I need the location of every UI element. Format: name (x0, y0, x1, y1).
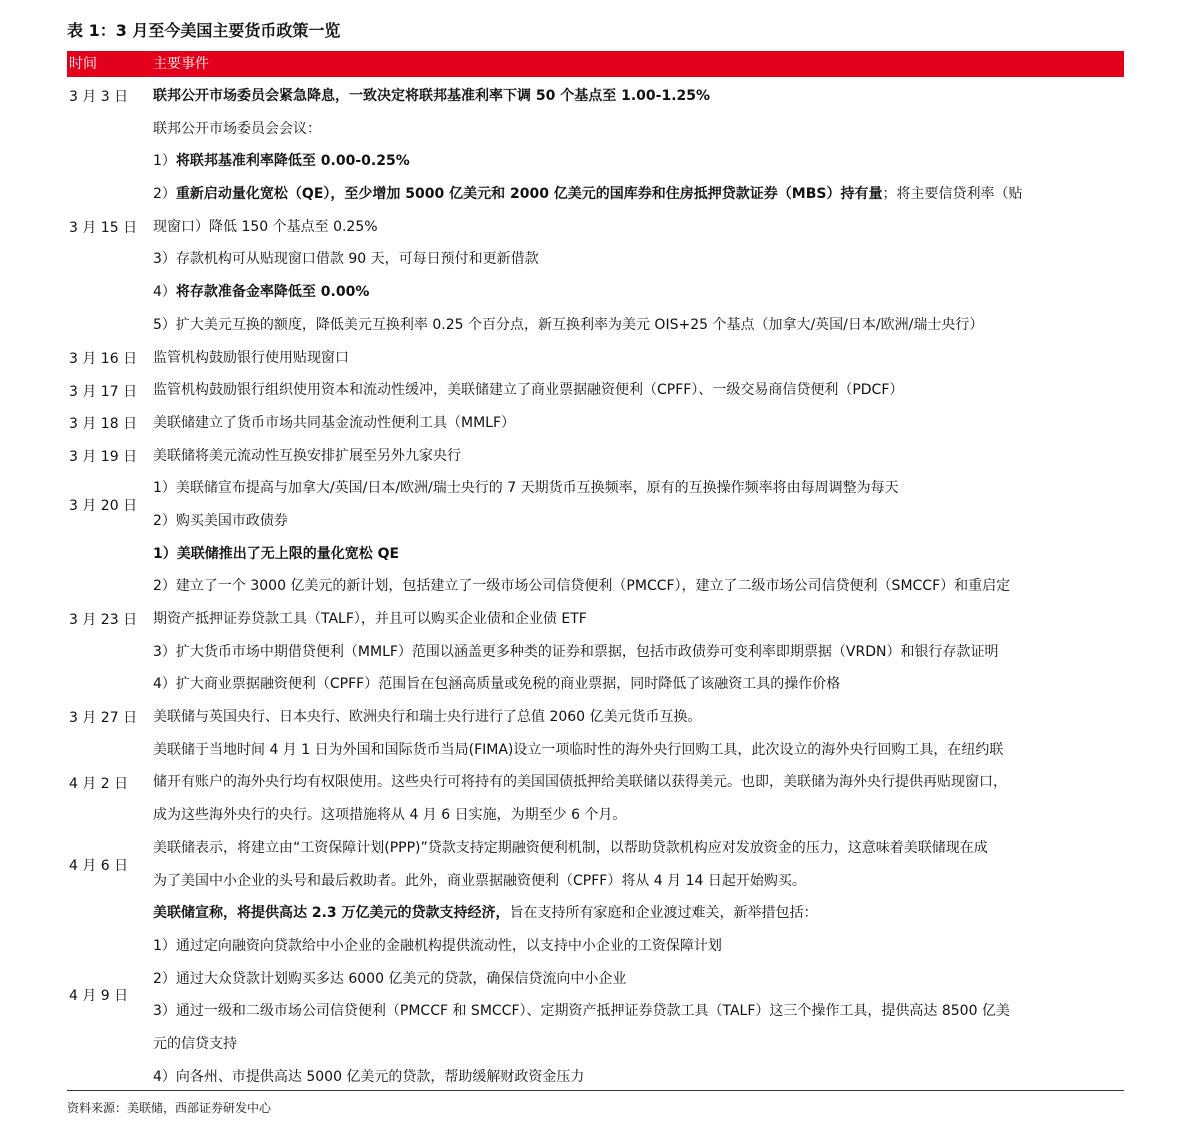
row-date: 3 月 17 日 (69, 383, 138, 400)
header-time: 时间 (69, 56, 97, 72)
event-line (153, 145, 1124, 178)
row-date: 3 月 15 日 (69, 220, 138, 237)
event-line (153, 701, 1124, 734)
bottom-divider (67, 1090, 1124, 1091)
event-line (153, 930, 1124, 963)
table-row (67, 897, 1124, 1093)
row-date: 3 月 3 日 (69, 89, 129, 106)
event-text: 4） (153, 284, 176, 301)
event-text: 3）通过一级和二级市场公司信贷便利（PMCCF 和 SMCCF）、定期资产抵押证券贷款工具（TALF）这三个操作工具，提供高达 8500 亿美 (153, 1003, 1010, 1020)
table-row (67, 440, 1124, 473)
row-date: 4 月 9 日 (69, 988, 129, 1005)
event-line (153, 374, 1124, 407)
event-text: 监管机构鼓励银行使用贴现窗口 (153, 349, 349, 366)
table-row (67, 734, 1124, 832)
event-line (153, 799, 1124, 832)
event-text-bold: 联邦公开市场委员会紧急降息，一致决定将联邦基准利率下调 50 个基点至 1.00-1.25% (153, 88, 711, 104)
event-text: 1） (153, 153, 176, 170)
table-title: 表 1：3 月至今美国主要货币政策一览 (67, 21, 341, 40)
event-text: 美联储建立了货币市场共同基金流动性便利工具（MMLF） (153, 414, 516, 431)
event-line (153, 407, 1124, 440)
event-text: ；将主要信贷利率（贴 (882, 186, 1023, 203)
event-text: 美联储与英国央行、日本央行、欧洲央行和瑞士央行进行了总值 2060 亿美元货币互换。 (153, 709, 702, 726)
event-line (153, 309, 1124, 342)
event-line (153, 1061, 1124, 1094)
event-text: 现窗口）降低 150 个基点至 0.25% (153, 218, 378, 235)
event-text-bold: 将存款准备金率降低至 0.00% (175, 284, 370, 301)
event-text: 4）向各州、市提供高达 5000 亿美元的贷款，帮助缓解财政资金压力 (153, 1068, 585, 1085)
event-text: 为了美国中小企业的头号和最后救助者。此外，商业票据融资便利（CPFF）将从 4 月 14 日起开始购买。 (153, 872, 806, 889)
event-line (153, 995, 1124, 1028)
event-text: 1）通过定向融资向贷款给中小企业的金融机构提供流动性，以支持中小企业的工资保障计划 (153, 937, 722, 954)
event-line (153, 1028, 1124, 1061)
event-line (153, 472, 1124, 505)
table-row (67, 538, 1124, 701)
event-text: 1）美联储宣布提高与加拿大/英国/日本/欧洲/瑞士央行的 7 天期货币互换频率，原有的互换操作频率将由每周调整为每天 (153, 480, 899, 497)
event-text-bold: 将联邦基准利率降低至 0.00-0.25% (175, 153, 410, 170)
event-text: 美联储表示，将建立由“工资保障计划(PPP)”贷款支持定期融资便利机制，以帮助贷款机构应对发放资金的压力，这意味着美联储现在成 (153, 839, 988, 856)
row-event (153, 701, 1124, 734)
event-text: 5）扩大美元互换的额度，降低美元互换利率 0.25 个百分点，新互换利率为美元 OIS+25 个基点（加拿大/英国/日本/欧洲/瑞士央行） (153, 316, 984, 333)
row-event (153, 538, 1124, 701)
table-row (67, 113, 1124, 342)
row-date: 3 月 16 日 (69, 350, 138, 367)
row-date: 4 月 2 日 (69, 775, 129, 792)
row-date: 3 月 19 日 (69, 448, 138, 465)
event-text: 监管机构鼓励银行组织使用资本和流动性缓冲，美联储建立了商业票据融资便利（CPFF）、一级交易商信贷便利（PDCF） (153, 382, 904, 399)
event-line (153, 342, 1124, 375)
table-row (67, 701, 1124, 734)
event-line (153, 832, 1124, 865)
row-date: 3 月 27 日 (69, 710, 138, 727)
table-body (67, 80, 1124, 1093)
event-text: 美联储将美元流动性互换安排扩展至另外九家央行 (153, 447, 461, 464)
event-text: 3）存款机构可从贴现窗口借款 90 天，可每日预付和更新借款 (153, 251, 539, 268)
table-row (67, 342, 1124, 375)
event-line (153, 211, 1124, 244)
row-date: 3 月 20 日 (69, 497, 138, 514)
event-text: 3）扩大货币市场中期借贷便利（MMLF）范围以涵盖更多种类的证券和票据，包括市政债券可变利率即期票据（VRDN）和银行存款证明 (153, 643, 999, 660)
row-event (153, 832, 1124, 897)
event-text: 2）建立了一个 3000 亿美元的新计划，包括建立了一级市场公司信贷便利（PMCCF），建立了二级市场公司信贷便利（SMCCF）和重启定 (153, 578, 1011, 595)
event-line (153, 80, 1124, 113)
table-row (67, 80, 1124, 113)
event-text: 2）通过大众贷款计划购买多达 6000 亿美元的贷款，确保信贷流向中小企业 (153, 970, 627, 987)
header-event: 主要事件 (153, 56, 209, 72)
event-line (153, 897, 1124, 930)
row-event (153, 897, 1124, 1093)
event-text-bold: 重新启动量化宽松（QE），至少增加 5000 亿美元和 2000 亿美元的国库券和住房抵押贷款证券（MBS）持有量 (175, 186, 883, 203)
event-line (153, 865, 1124, 898)
event-line (153, 276, 1124, 309)
row-event (153, 342, 1124, 375)
table-row (67, 472, 1124, 537)
row-event (153, 113, 1124, 342)
event-line (153, 734, 1124, 767)
event-line (153, 178, 1124, 211)
event-text: 期资产抵押证券贷款工具（TALF），并且可以购买企业债和企业债 ETF (153, 611, 587, 627)
event-text: 储开有账户的海外央行均有权限使用。这些央行可将持有的美国国债抵押给美联储以获得美元。也即，美联储为海外央行提供再贴现窗口， (153, 774, 1007, 791)
row-date: 3 月 18 日 (69, 416, 138, 433)
event-text-bold: 1）美联储推出了无上限的量化宽松 QE (153, 545, 400, 562)
event-text: 2） (153, 186, 176, 203)
event-text: 成为这些海外央行的央行。这项措施将从 4 月 6 日实施，为期至少 6 个月。 (153, 807, 627, 824)
row-event (153, 440, 1124, 473)
event-text: 元的信贷支持 (153, 1035, 237, 1052)
event-text: 4）扩大商业票据融资便利（CPFF）范围旨在包涵高质量或免税的商业票据，同时降低了该融资工具的操作价格 (153, 676, 841, 693)
event-line (153, 243, 1124, 276)
event-text: 联邦公开市场委员会会议： (153, 120, 321, 137)
event-line (153, 113, 1124, 146)
row-event (153, 407, 1124, 440)
event-text-bold: 美联储宣称，将提供高达 2.3 万亿美元的贷款支持经济， (153, 905, 510, 922)
table-row (67, 374, 1124, 407)
table-header (67, 51, 1124, 77)
event-text: 2）购买美国市政债券 (153, 512, 288, 529)
event-text: 旨在支持所有家庭和企业渡过难关，新举措包括： (509, 905, 818, 922)
row-event (153, 374, 1124, 407)
row-date: 4 月 6 日 (69, 857, 129, 874)
row-event (153, 472, 1124, 537)
event-line (153, 570, 1124, 603)
event-line (153, 636, 1124, 669)
event-line (153, 668, 1124, 701)
event-line (153, 766, 1124, 799)
row-date: 3 月 23 日 (69, 612, 138, 629)
event-text: 美联储于当地时间 4 月 1 日为外国和国际货币当局(FIMA)设立一项临时性的海外央行回购工具，此次设立的海外央行回购工具，在纽约联 (153, 741, 1004, 758)
event-line (153, 538, 1124, 571)
event-line (153, 603, 1124, 636)
event-line (153, 963, 1124, 996)
event-line (153, 505, 1124, 538)
row-event (153, 80, 1124, 113)
source-note: 资料来源：美联储，西部证券研发中心 (67, 1101, 272, 1115)
event-line (153, 440, 1124, 473)
table-row (67, 407, 1124, 440)
row-event (153, 734, 1124, 832)
table-row (67, 832, 1124, 897)
